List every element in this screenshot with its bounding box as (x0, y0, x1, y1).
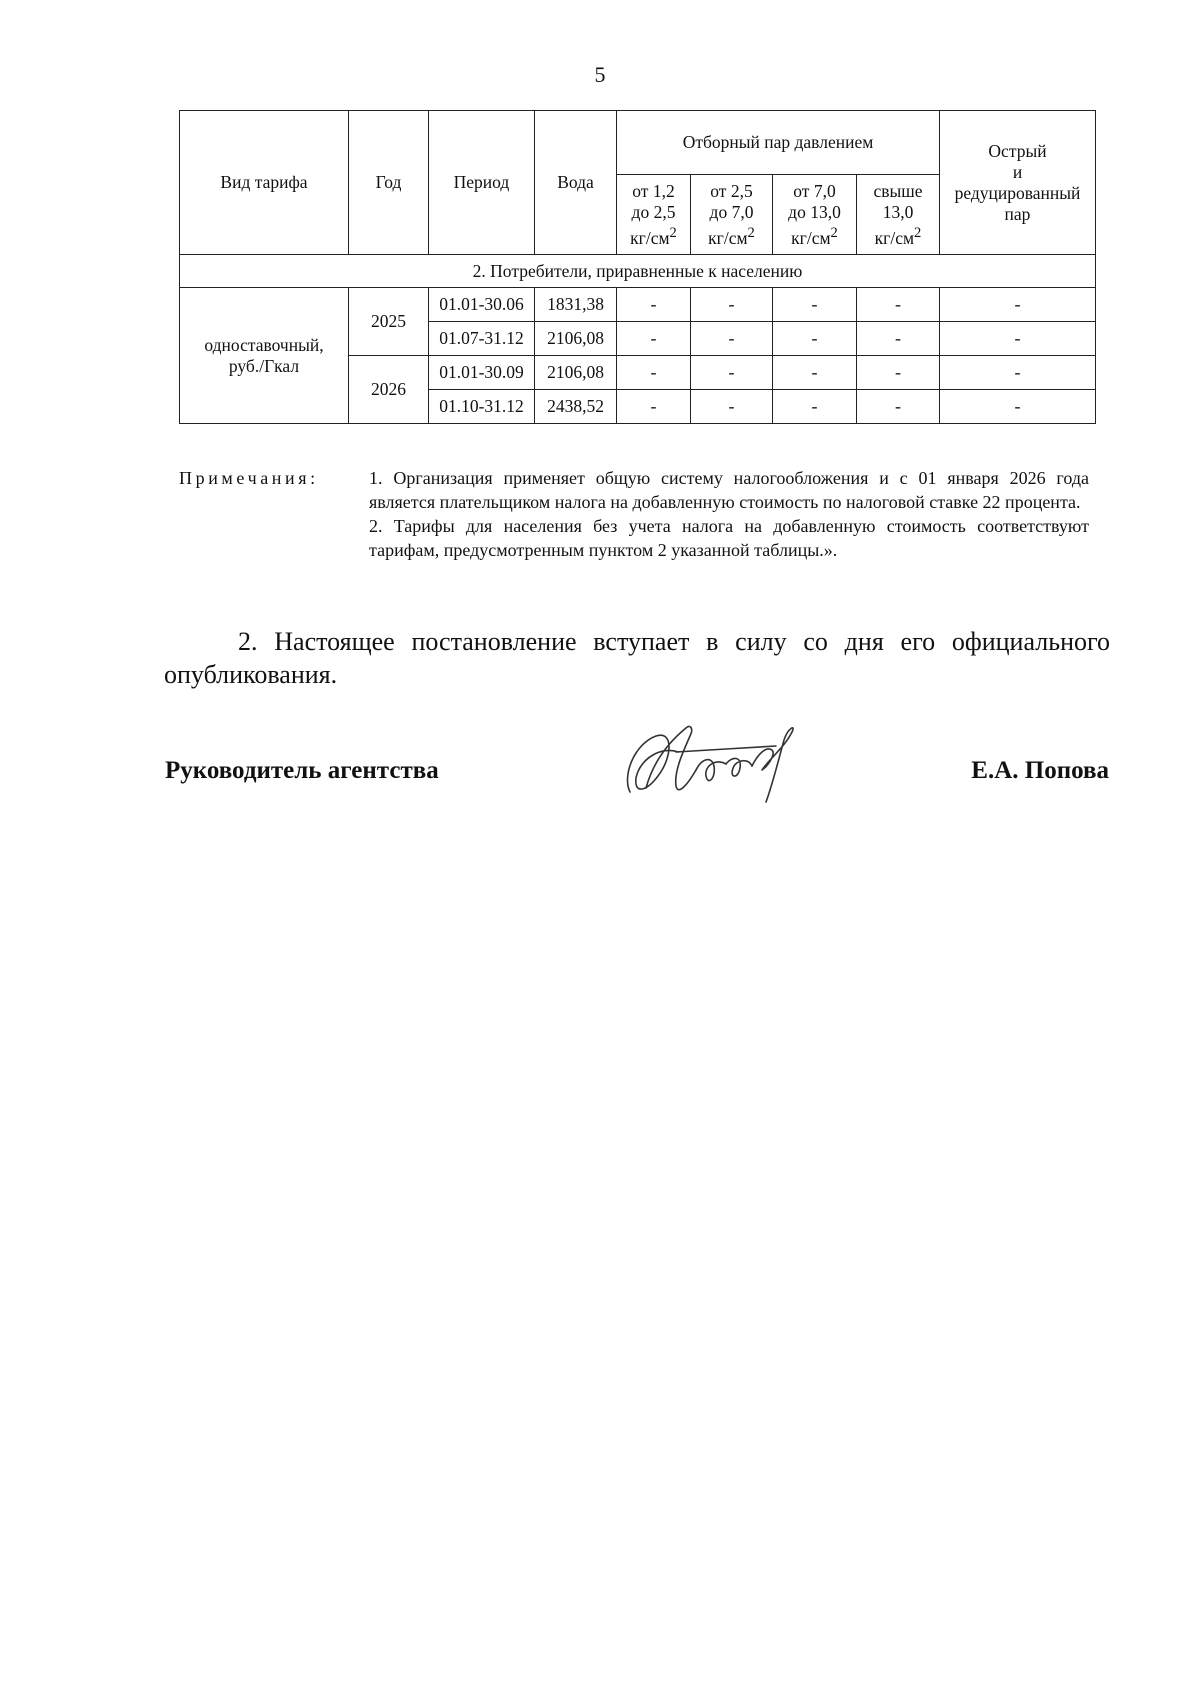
note-item: 2. Тарифы для населения без учета налога на добавленную стоимость соответствуют тарифам, предусмотренным пунктом 2 указанной таблицы.». (369, 516, 1089, 560)
steam-cell: - (617, 356, 691, 390)
year-cell: 2025 (349, 288, 429, 356)
steam-cell: - (691, 356, 773, 390)
water-cell: 1831,38 (535, 288, 617, 322)
header-line: свыше (873, 180, 923, 201)
header-unit-sup: 2 (830, 224, 838, 241)
header-unit: кг/см (630, 227, 670, 248)
header-line: от 2,5 (710, 180, 753, 201)
header-steam-over-13 (857, 175, 940, 255)
steam-cell: - (773, 288, 857, 322)
header-tariff-type: Вид тарифа (180, 111, 349, 255)
table-row (180, 288, 1096, 322)
period-cell: 01.10-31.12 (429, 390, 535, 424)
sharp-steam-cell: - (940, 356, 1096, 390)
handwritten-signature (616, 706, 816, 806)
header-unit-sup: 2 (669, 224, 677, 241)
header-unit: кг/см (791, 227, 831, 248)
notes-body (369, 466, 1089, 562)
header-line: до 7,0 (709, 201, 754, 222)
page-number: 5 (594, 62, 606, 87)
note-item: 1. Организация применяет общую систему налогообложения и с 01 января 2026 года является плательщиком налога на добавленную стоимость по налоговой ставке 22 процента. (369, 468, 1089, 512)
header-sharp-line: и (1012, 161, 1023, 182)
sharp-steam-cell: - (940, 390, 1096, 424)
header-sharp-line: редуцированный (954, 182, 1081, 203)
header-period: Период (429, 111, 535, 255)
period-cell: 01.01-30.09 (429, 356, 535, 390)
header-unit-sup: 2 (747, 224, 755, 241)
steam-cell: - (691, 390, 773, 424)
header-year: Год (349, 111, 429, 255)
tariff-type-line: одноставочный, (204, 334, 324, 355)
steam-cell: - (691, 322, 773, 356)
header-sharp-steam (940, 111, 1096, 255)
steam-cell: - (773, 356, 857, 390)
header-sharp-line: Острый (988, 140, 1047, 161)
header-unit-sup: 2 (914, 224, 922, 241)
notes-label: Примечания: (179, 468, 319, 488)
tariff-table (179, 110, 1096, 424)
steam-cell: - (857, 322, 940, 356)
steam-cell: - (691, 288, 773, 322)
header-steam-group: Отборный пар давлением (617, 111, 940, 175)
header-line: до 2,5 (631, 201, 676, 222)
period-cell: 01.01-30.06 (429, 288, 535, 322)
steam-cell: - (617, 322, 691, 356)
header-steam-2-5 (691, 175, 773, 255)
tariff-type-cell (180, 288, 349, 424)
header-water: Вода (535, 111, 617, 255)
water-cell: 2106,08 (535, 322, 617, 356)
header-steam-7-0 (773, 175, 857, 255)
header-sharp-line: пар (1004, 203, 1031, 224)
sharp-steam-cell: - (940, 322, 1096, 356)
water-cell: 2106,08 (535, 356, 617, 390)
steam-cell: - (617, 390, 691, 424)
steam-cell: - (857, 288, 940, 322)
tariff-type-line: руб./Гкал (228, 355, 300, 376)
header-line: от 7,0 (793, 180, 836, 201)
header-unit: кг/см (874, 227, 915, 248)
section-title: 2. Потребители, приравненные к населению (180, 255, 1096, 288)
year-cell: 2026 (349, 356, 429, 424)
header-line: от 1,2 (632, 180, 675, 201)
header-line: 13,0 (882, 201, 914, 222)
period-cell: 01.07-31.12 (429, 322, 535, 356)
header-unit: кг/см (708, 227, 748, 248)
steam-cell: - (773, 390, 857, 424)
water-cell: 2438,52 (535, 390, 617, 424)
signatory-name: Е.А. Попова (971, 757, 1109, 784)
signatory-title: Руководитель агентства (165, 757, 439, 784)
header-line: до 13,0 (788, 201, 841, 222)
steam-cell: - (617, 288, 691, 322)
steam-cell: - (857, 356, 940, 390)
effective-date-paragraph: 2. Настоящее постановление вступает в силу со дня его официального опубликования. (164, 627, 1110, 689)
header-steam-1-2 (617, 175, 691, 255)
steam-cell: - (773, 322, 857, 356)
steam-cell: - (857, 390, 940, 424)
sharp-steam-cell: - (940, 288, 1096, 322)
